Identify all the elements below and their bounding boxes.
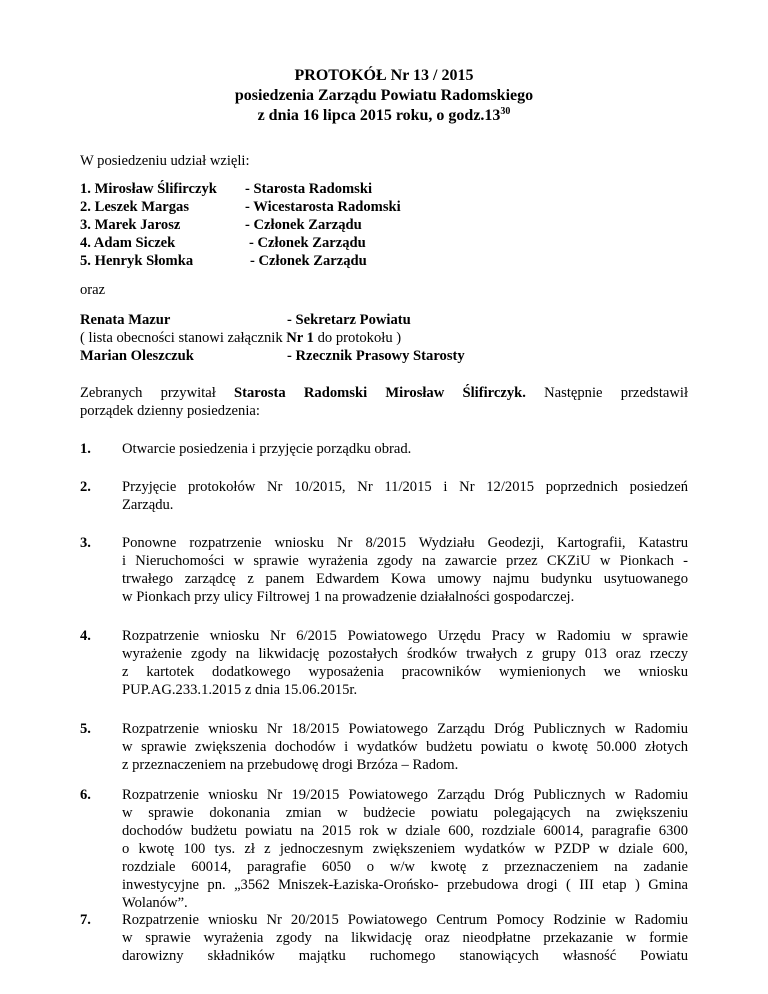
agenda-item-line: Otwarcie posiedzenia i przyjęcie porządku obrad. <box>122 441 412 457</box>
guest-role: - Sekretarz Powiatu <box>287 312 411 328</box>
member-role: - Członek Zarządu <box>250 253 367 269</box>
agenda-item-line: w sprawie dokonania zmian w budżecie powiatu polegających na zwiększeniu <box>122 805 688 821</box>
agenda-item-text <box>122 534 688 606</box>
agenda-item-text <box>122 478 688 514</box>
attendance-note <box>80 329 401 347</box>
agenda-item-line: Zarządu. <box>122 497 174 513</box>
attendance-note-attachment: Nr 1 <box>286 330 314 346</box>
agenda-item-number: 3. <box>80 535 91 551</box>
member-role: - Starosta Radomski <box>245 181 373 197</box>
agenda-item-number: 4. <box>80 628 91 644</box>
agenda-item-line: w sprawie wyrażenia zgody na likwidację oraz nieodpłatne przekazanie w formie <box>122 930 688 946</box>
agenda-item-text <box>122 720 688 774</box>
agenda-item-line: inwestycyjne pn. „3562 Mniszek-Łaziska-Orońsko- przebudowa drogi ( III etap ) Gmina <box>122 877 688 893</box>
agenda-item-line: o kwotę 100 tys. zł z jednoczesnym zwiększeniem wydatków w PZDP w dziale 600, <box>122 841 688 857</box>
agenda-item-number: 6. <box>80 787 91 803</box>
agenda-item-line: z kartotek dodatkowego wyposażenia pracowników wymienionych we wniosku <box>122 664 688 680</box>
guest-role: - Rzecznik Prasowy Starosty <box>287 348 465 364</box>
guest-name: Marian Oleszczuk <box>80 348 194 364</box>
agenda-item-line: w sprawie zwiększenia dochodów i wydatków budżetu powiatu o kwotę 50.000 złotych <box>122 739 688 755</box>
agenda-item-text <box>122 627 688 699</box>
agenda-item-line: Rozpatrzenie wniosku Nr 19/2015 Powiatowego Zarządu Dróg Publicznych w Radomiu <box>122 787 688 803</box>
attendance-note-post: do protokołu ) <box>313 330 402 346</box>
agenda-item-line: Ponowne rozpatrzenie wniosku Nr 8/2015 Wydziału Geodezji, Kartografii, Katastru <box>122 535 688 551</box>
protocol-date <box>0 106 768 126</box>
opening-paragraph <box>80 384 688 420</box>
protocol-date-text: z dnia 16 lipca 2015 roku, o godz.13 <box>257 107 501 124</box>
agenda-item-line: w Pionkach przy ulicy Filtrowej 1 na prowadzenie działalności gospodarczej. <box>122 589 575 605</box>
agenda-item-text <box>122 786 688 912</box>
opening-post: Następnie przedstawił <box>525 385 688 401</box>
member-name: 1. Mirosław Ślifirczyk <box>80 181 217 197</box>
opening-line <box>80 384 688 402</box>
agenda-item-line: dochodów budżetu powiatu na 2015 rok w dziale 600, rozdziale 60014, paragrafie 6300 <box>122 823 688 839</box>
protocol-title: PROTOKÓŁ Nr 13 / 2015 <box>294 67 474 84</box>
agenda-item-line: i Nieruchomości w sprawie wyrażenia zgody na zawarcie przez CKZiU w Pionkach - <box>122 553 688 569</box>
agenda-item-line: Rozpatrzenie wniosku Nr 18/2015 Powiatowego Zarządu Dróg Publicznych w Radomiu <box>122 721 688 737</box>
agenda-item-text <box>122 911 688 965</box>
agenda-item-text <box>122 440 688 458</box>
agenda-item-line: darowizny składników majątku ruchomego stanowiących własność Powiatu <box>122 948 688 964</box>
member-name: 2. Leszek Margas <box>80 199 190 215</box>
agenda-item-line: rozdziale 60014, paragrafie 6050 o w/w kwotę z przeznaczeniem na zadanie <box>122 859 688 875</box>
member-name: 5. Henryk Słomka <box>80 253 194 269</box>
guest-name: Renata Mazur <box>80 312 171 328</box>
attendance-intro: W posiedzeniu udział wzięli: <box>80 153 250 169</box>
agenda-item-line: Rozpatrzenie wniosku Nr 20/2015 Powiatowego Centrum Pomocy Rodzinie w Radomiu <box>122 912 688 928</box>
member-role: - Członek Zarządu <box>249 235 366 251</box>
agenda-item-line: trwałego zarządcę z panem Edwardem Kowa umowy najmu budynku usytuowanego <box>122 571 688 587</box>
agenda-item-line: wyrażenie zgody na likwidację pozostałych środków trwałych z grupy 013 oraz rzeczy <box>122 646 688 662</box>
agenda-item-number: 2. <box>80 479 91 495</box>
agenda-item-number: 7. <box>80 912 91 928</box>
protocol-subtitle: posiedzenia Zarządu Powiatu Radomskiego <box>234 87 534 104</box>
agenda-item-line: Rozpatrzenie wniosku Nr 6/2015 Powiatowego Urzędu Pracy w Radomiu w sprawie <box>122 628 688 644</box>
member-name: 4. Adam Siczek <box>80 235 176 251</box>
agenda-item-line: Przyjęcie protokołów Nr 10/2015, Nr 11/2015 i Nr 12/2015 poprzednich posiedzeń <box>122 479 688 495</box>
opening-chair: Starosta Radomski Mirosław Ślifirczyk. <box>234 385 526 401</box>
opening-line: porządek dzienny posiedzenia: <box>80 403 260 419</box>
agenda-item-line: PUP.AG.233.1.2015 z dnia 15.06.2015r. <box>122 682 358 698</box>
opening-pre: Zebranych przywitał <box>80 385 234 401</box>
member-role: - Wicestarosta Radomski <box>245 199 401 215</box>
attendance-note-pre: ( lista obecności stanowi załącznik <box>80 330 287 346</box>
agenda-item-number: 5. <box>80 721 91 737</box>
agenda-item-line: Wolanów”. <box>122 895 188 911</box>
protocol-time-minutes: 30 <box>500 106 511 117</box>
oraz-label: oraz <box>80 282 106 298</box>
agenda-item-number: 1. <box>80 441 91 457</box>
member-role: - Członek Zarządu <box>245 217 362 233</box>
agenda-item-line: z przeznaczeniem na przebudowę drogi Brzóza – Radom. <box>122 757 459 773</box>
member-name: 3. Marek Jarosz <box>80 217 181 233</box>
